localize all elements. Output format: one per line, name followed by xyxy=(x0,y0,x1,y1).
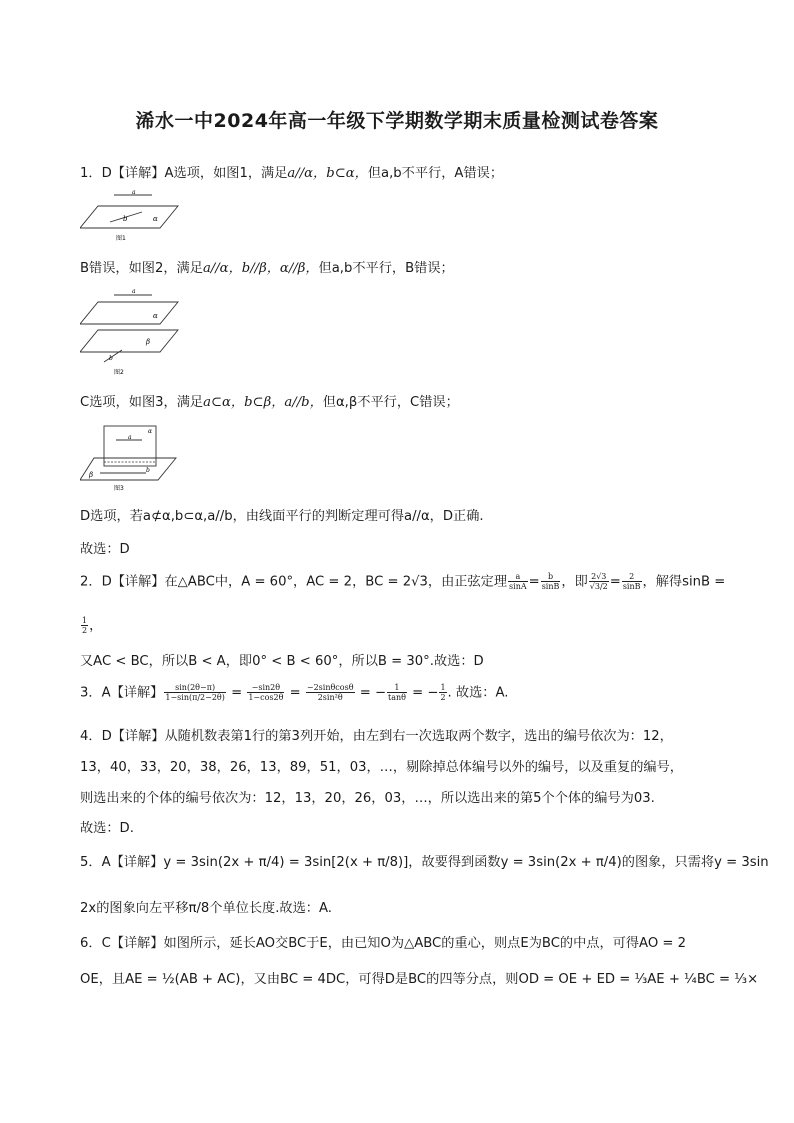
q5-line-2: 2x的图象向左平移π/8个单位长度.故选：A. xyxy=(80,901,332,916)
fig3-a-label: a xyxy=(128,434,132,441)
fig2-beta-label: β xyxy=(146,338,151,346)
q3-frac-5: $\frac{1}{2}$ xyxy=(440,683,446,702)
q1-line-b: B错误，如图2，满足a//α，b//β，α//β，但a,b不平行，B错误； xyxy=(80,261,454,276)
q3-frac-2: $\frac{-\sin 2\theta}{1-\cos 2\theta}$ xyxy=(248,683,284,702)
q2-line-3: 又AC < BC，所以B < A，即0° < B < 60°，所以B = 30°.故选：D xyxy=(80,654,484,669)
fig3-alpha-label: α xyxy=(148,428,153,435)
fig2-alpha-label: α xyxy=(153,312,158,320)
q2-frac-1: $\frac{a}{\sin A}$ xyxy=(509,572,527,591)
figure-3 xyxy=(80,420,190,496)
q4-line-1: 4．D【详解】从随机数表第1行的第3列开始，由左到右一次选取两个数字，选出的编号依次为：12， xyxy=(80,729,673,744)
q3-line: 3．A【详解】 $\frac{\sin(2\theta-\pi)}{1-\sin(\pi/2-2\theta)}$ = $\frac{-\sin 2\theta}{1-\cos 2\theta}$ = $\frac{-2\sin\theta\cos\theta}{\text{2sin²θ}}$ = − $\frac{1}{\tan\theta}$ = − $\frac{1}{2}$ . 故选：A. xyxy=(80,683,509,702)
fig1-alpha-label: α xyxy=(153,215,158,223)
q6-line-1: 6．C【详解】如图所示，延长AO交BC于E，由已知O为△ABC的重心，则点E为BC的中点，可得AO = 2 xyxy=(80,936,687,951)
fig3-beta-label: β xyxy=(89,471,94,479)
fig2-caption: 图2 xyxy=(114,369,124,376)
q2-line-2: $\frac{1}{2}$ ， xyxy=(82,616,103,635)
q2-frac-5: $\frac{1}{2}$ xyxy=(82,616,88,635)
q4-line-3: 则选出来的个体的编号依次为：12，13，20，26，03，…，所以选出来的第5个个体的编号为03. xyxy=(80,791,655,806)
q6-line-2: OE，且AE = ½(AB + AC)，又由BC = 4DC，可得D是BC的四等分点，则OD = OE + ED = ⅓AE + ¼BC = ⅓× xyxy=(80,972,759,987)
fig2-a-label: a xyxy=(132,288,136,295)
q1-line-c: C选项，如图3，满足a⊂α，b⊂β，a//b，但α,β不平行，C错误； xyxy=(80,395,459,410)
q3-frac-1: $\frac{\sin(2\theta-\pi)}{1-\sin(\pi/2-2\theta)}$ xyxy=(165,683,225,702)
q2-frac-2: $\frac{b}{\sin B}$ xyxy=(541,572,560,591)
fig2-b-label: b xyxy=(109,355,113,362)
fig1-a-label: a xyxy=(132,190,136,196)
fig1-caption: 图1 xyxy=(116,235,126,242)
q1-line-d: D选项，若a⊄α,b⊂α,a//b，由线面平行的判断定理可得a//α，D正确. xyxy=(80,509,484,524)
q2-line-1: 2．D【详解】在△ABC中，A = 60°，AC = 2，BC = 2√3，由正弦定理 $\frac{a}{\sin A}$ = $\frac{b}{\sin B}$ ，即 $\frac{2√3}{√3/2}$ = $\frac{2}{\sin B}$ ，解得sinB = xyxy=(80,572,726,591)
q2-frac-3: $\frac{2√3}{√3/2}$ xyxy=(589,572,608,591)
figure-2 xyxy=(80,286,190,380)
q5-line-1: 5．A【详解】y = 3sin(2x + π/4) = 3sin[2(x + π/8)]，故要得到函数y = 3sin(2x + π/4)的图象，只需将y = 3sin xyxy=(80,855,769,870)
fig1-b-label: b xyxy=(123,215,128,223)
q4-answer: 故选：D. xyxy=(80,821,134,836)
q3-frac-3: $\frac{-2\sin\theta\cos\theta}{\text{2sin²θ}}$ xyxy=(306,683,354,702)
fig3-caption: 图3 xyxy=(114,485,124,492)
figure-1 xyxy=(80,190,190,248)
q1-answer: 故选：D xyxy=(80,542,130,557)
q4-line-2: 13，40，33，20，38，26，13，89，51，03，…，剔除掉总体编号以外的编号，以及重复的编号， xyxy=(80,760,683,775)
q3-frac-4: $\frac{1}{\tan\theta}$ xyxy=(388,683,406,702)
q2-frac-4: $\frac{2}{\sin B}$ xyxy=(622,572,641,591)
page-title: 浠水一中2024年高一年级下学期数学期末质量检测试卷答案 xyxy=(135,110,659,132)
q1-line-a: 1．D【详解】A选项，如图1，满足a//α，b⊂α，但a,b不平行，A错误； xyxy=(80,166,504,181)
fig3-b-label: b xyxy=(146,467,150,474)
